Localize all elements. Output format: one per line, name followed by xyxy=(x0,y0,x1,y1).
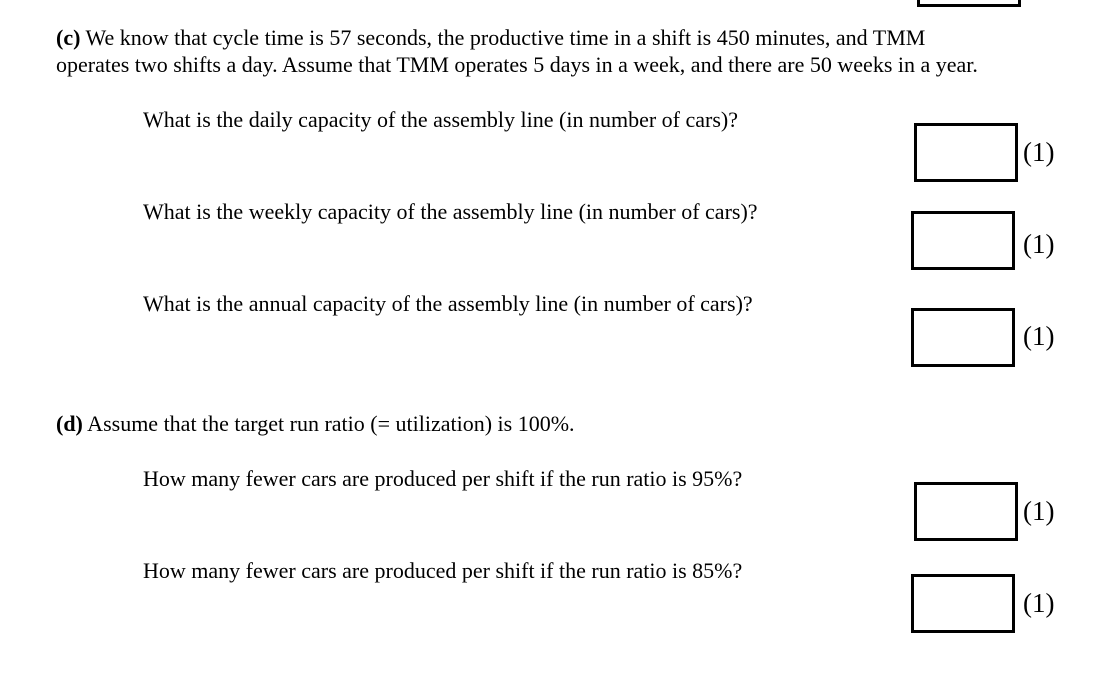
part-c-intro-text1: We know that cycle time is 57 seconds, the productive time in a shift is 450 minutes, and TMM xyxy=(80,25,926,50)
part-c-intro-line1 xyxy=(56,24,1096,51)
points-fewer-cars-85: (1) xyxy=(1023,588,1055,618)
answer-box-annual-capacity[interactable] xyxy=(911,308,1015,367)
question-fewer-cars-85: How many fewer cars are produced per shift if the run ratio is 85%? xyxy=(143,558,743,583)
answer-box-daily-capacity[interactable] xyxy=(914,123,1018,182)
answer-box-fewer-cars-85[interactable] xyxy=(911,574,1015,633)
part-d-intro-text: Assume that the target run ratio (= utilization) is 100%. xyxy=(82,411,575,436)
question-fewer-cars-95: How many fewer cars are produced per shift if the run ratio is 95%? xyxy=(143,466,743,491)
answer-box-fewer-cars-95[interactable] xyxy=(914,482,1018,541)
part-c-label: (c) xyxy=(56,25,81,50)
question-weekly-capacity: What is the weekly capacity of the assembly line (in number of cars)? xyxy=(143,199,758,224)
part-c-intro xyxy=(56,24,1096,78)
points-annual-capacity: (1) xyxy=(1023,321,1055,351)
question-daily-capacity: What is the daily capacity of the assembly line (in number of cars)? xyxy=(143,107,739,132)
question-annual-capacity: What is the annual capacity of the assembly line (in number of cars)? xyxy=(143,291,753,316)
part-d-label: (d) xyxy=(56,411,83,436)
answer-box-weekly-capacity[interactable] xyxy=(911,211,1015,270)
points-daily-capacity: (1) xyxy=(1023,137,1055,167)
points-weekly-capacity: (1) xyxy=(1023,229,1055,259)
part-c-intro-line2: operates two shifts a day. Assume that TMM operates 5 days in a week, and there are 50 weeks in a year. xyxy=(56,52,978,77)
part-d-intro xyxy=(56,410,575,437)
previous-answer-box xyxy=(917,0,1021,7)
points-fewer-cars-95: (1) xyxy=(1023,496,1055,526)
